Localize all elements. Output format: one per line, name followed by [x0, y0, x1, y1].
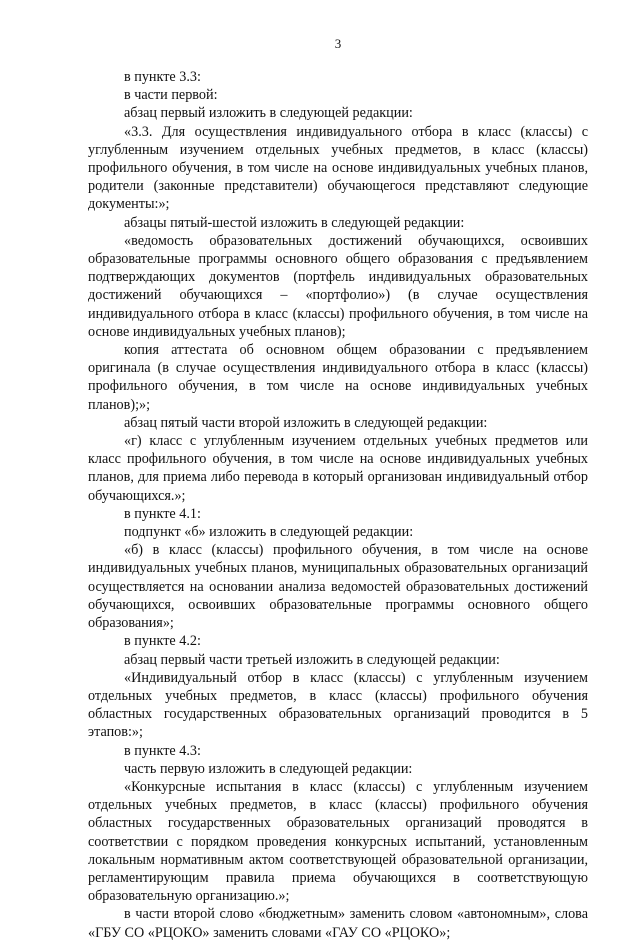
paragraph: «3.3. Для осуществления индивидуального отбора в класс (классы) с углубленным изучением отдельных учебных предметов, в класс (классы) профильного обучения, в том числе на основе индивидуальных учебных планов, родители (законные представители) обучающегося представляют следующие документы:»; — [88, 123, 588, 213]
paragraph: в пункте 4.1: — [124, 505, 201, 522]
paragraph: «Конкурсные испытания в класс (классы) с углубленным изучением отдельных учебных предметов, в класс (классы) профильного обучения областных государственных образовательных организаций проводятся в соответствии с порядком проведения конкурсных испытаний, установленным локальным нормативным актом соответствующей образовательной организации, регламентирующим правила приема обучающихся в соответствующую образовательную организацию.»; — [88, 778, 588, 905]
paragraph: «г) класс с углубленным изучением отдельных учебных предметов или класс профильного обучения, в том числе на основе индивидуальных учебных планов, для приема либо перевода в который организован индивидуальный отбор обучающихся.»; — [88, 433, 588, 504]
page-number: 3 — [334, 36, 342, 51]
paragraph: «Индивидуальный отбор в класс (классы) с углубленным изучением отдельных учебных предметов, в класс (классы) профильного обучения областных государственных образовательных организаций проводится в 5 этапов:»; — [88, 669, 588, 741]
paragraph: «ведомость образовательных достижений обучающихся, освоивших образовательные программы основного общего образования с предъявлением подтверждающих документов (портфель индивидуальных образовательных достижений обучающихся – «портфолио») (в случае осуществления индивидуального отбора в класс (классы) профильного обучения, в том числе на основе индивидуальных учебных планов); — [88, 232, 588, 340]
paragraph: в пункте 4.3: — [124, 742, 201, 759]
document-body — [88, 68, 588, 942]
paragraph: «б) в класс (классы) профильного обучения, в том числе на основе индивидуальных учебных планов, муниципальных образовательных организаций осуществляется на основании анализа ведомостей образовательных достижений обучающихся, освоивших образовательные программы основного общего образования»; — [88, 542, 588, 632]
paragraph: абзац первый части третьей изложить в следующей редакции: — [124, 651, 500, 668]
paragraph: часть первую изложить в следующей редакции: — [124, 760, 413, 777]
paragraph: абзац первый изложить в следующей редакции: — [124, 105, 413, 122]
paragraph: абзац пятый части второй изложить в следующей редакции: — [124, 414, 488, 431]
paragraph: в части первой: — [124, 87, 218, 104]
paragraph: в пункте 3.3: — [124, 69, 201, 85]
paragraph: абзацы пятый-шестой изложить в следующей редакции: — [124, 214, 465, 231]
paragraph: в части второй слово «бюджетным» заменить словом «автономным», слова «ГБУ СО «РЦОКО» заменить словами «ГАУ СО «РЦОКО»; — [88, 906, 588, 941]
paragraph: в пункте 4.2: — [124, 633, 201, 650]
paragraph: подпункт «б» изложить в следующей редакции: — [124, 524, 414, 541]
paragraph: копия аттестата об основном общем образовании с предъявлением оригинала (в случае осуществления индивидуального отбора в класс (классы) профильного обучения, в том числе на основе индивидуальных учебных планов);»; — [88, 342, 588, 413]
